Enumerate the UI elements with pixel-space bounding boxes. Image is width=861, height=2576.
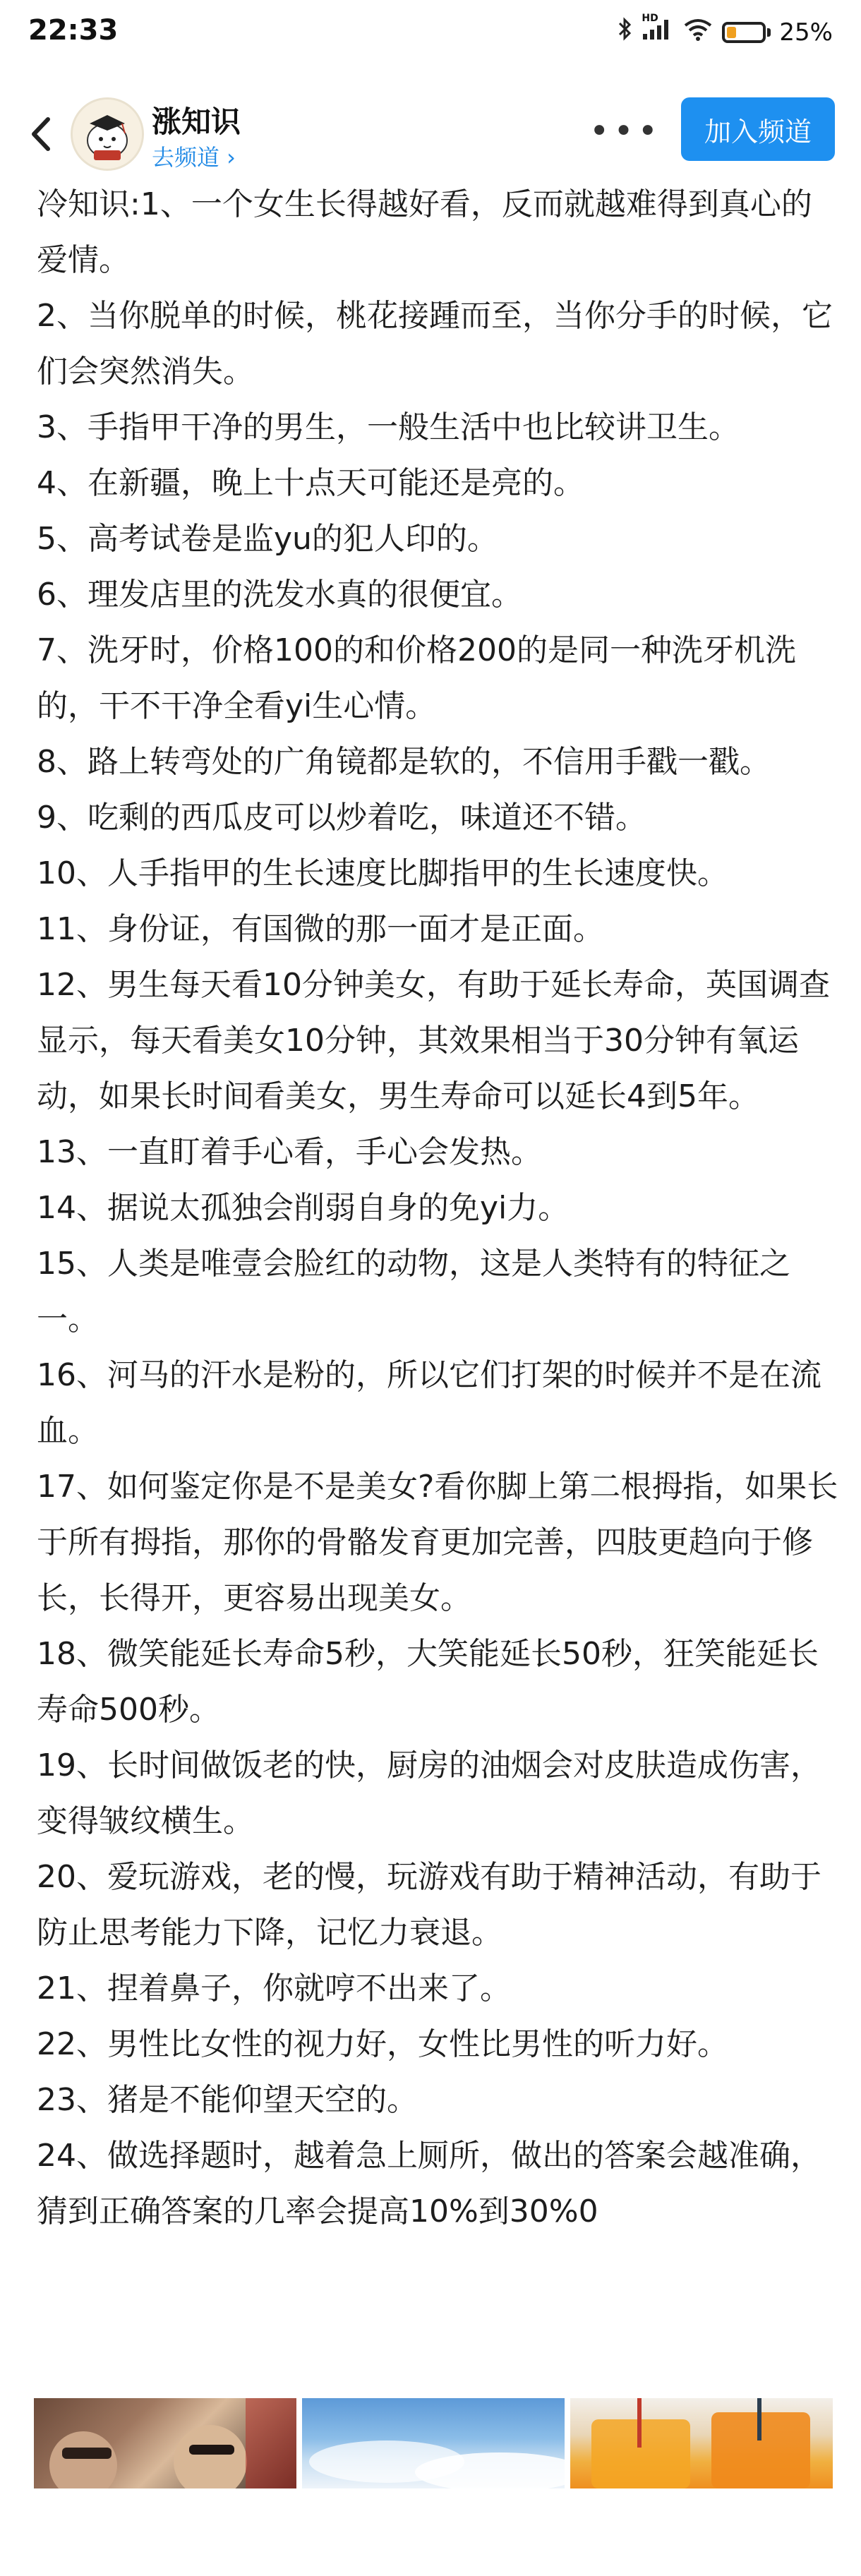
post-paragraph: 19、长时间做饭老的快，厨房的油烟会对皮肤造成伤害，变得皱纹横生。 bbox=[37, 1747, 821, 1839]
post-paragraph: 9、吃剩的西瓜皮可以炒着吃，味道还不错。 bbox=[37, 800, 646, 836]
post-paragraph: 6、理发店里的洗发水真的很便宜。 bbox=[37, 577, 522, 613]
post-paragraph: 4、在新疆，晚上十点天可能还是亮的。 bbox=[37, 465, 584, 501]
post-paragraph: 17、如何鉴定你是不是美女?看你脚上第二根拇指，如果长于所有拇指，那你的骨骼发育更加完善，四肢更趋向于修长，长得开，更容易出现美女。 bbox=[37, 1469, 838, 1616]
post-paragraph: 8、路上转弯处的广角镜都是软的，不信用手戳一戳。 bbox=[37, 744, 771, 780]
post-paragraph: 7、洗牙时，价格100的和价格200的是同一种洗牙机洗的，干不干净全看yi生心情。 bbox=[37, 632, 796, 724]
post-paragraph: 13、一直盯着手心看，手心会发热。 bbox=[37, 1134, 542, 1170]
battery-fill bbox=[727, 27, 736, 38]
more-options-button[interactable]: ••• bbox=[589, 112, 662, 151]
status-bar bbox=[0, 0, 861, 78]
post-paragraph: 21、捏着鼻子，你就哼不出来了。 bbox=[37, 1970, 511, 2006]
post-paragraph: 23、猪是不能仰望天空的。 bbox=[37, 2082, 418, 2118]
gallery-image-people[interactable] bbox=[34, 2398, 296, 2488]
signal-icon bbox=[642, 13, 674, 47]
gallery-image-sky[interactable] bbox=[302, 2398, 565, 2488]
post-paragraph: 22、男性比女性的视力好，女性比男性的听力好。 bbox=[37, 2026, 728, 2062]
post-paragraph: 20、爱玩游戏，老的慢，玩游戏有助于精神活动，有助于防止思考能力下降，记忆力衰退。 bbox=[37, 1859, 821, 1951]
post-paragraph: 14、据说太孤独会削弱自身的免yi力。 bbox=[37, 1190, 570, 1226]
post-paragraph: 18、微笑能延长寿命5秒，大笑能延长50秒，狂笑能延长寿命500秒。 bbox=[37, 1636, 819, 1728]
post-paragraph: 12、男生每天看10分钟美女，有助于延长寿命，英国调查显示，每天看美女10分钟，其效果相当于30分钟有氧运动，如果长时间看美女，男生寿命可以延长4到5年。 bbox=[37, 967, 830, 1114]
status-icons bbox=[618, 13, 833, 47]
post-paragraph: 冷知识:1、一个女生长得越好看，反而就越难得到真心的爱情。 bbox=[37, 186, 812, 278]
battery-icon bbox=[722, 22, 771, 43]
post-paragraph: 5、高考试卷是监yu的犯人印的。 bbox=[37, 521, 498, 557]
post-paragraph: 10、人手指甲的生长速度比脚指甲的生长速度快。 bbox=[37, 855, 728, 891]
go-to-channel-link[interactable]: 去频道 › bbox=[152, 144, 236, 171]
mascot-avatar-icon bbox=[73, 100, 142, 169]
wifi-icon bbox=[682, 17, 714, 47]
post-paragraph: 3、手指甲干净的男生，一般生活中也比较讲卫生。 bbox=[37, 409, 740, 445]
post-paragraph: 16、河马的汗水是粉的，所以它们打架的时候并不是在流血。 bbox=[37, 1357, 821, 1449]
image-gallery bbox=[34, 2398, 833, 2488]
post-content bbox=[37, 176, 841, 2239]
bluetooth-icon bbox=[618, 17, 633, 47]
back-button[interactable] bbox=[21, 109, 64, 159]
channel-avatar[interactable] bbox=[71, 97, 144, 171]
join-channel-button[interactable]: 加入频道 bbox=[681, 97, 835, 161]
post-paragraph: 11、身份证，有国微的那一面才是正面。 bbox=[37, 911, 604, 947]
channel-name[interactable]: 涨知识 bbox=[152, 104, 241, 139]
post-paragraph: 2、当你脱单的时候，桃花接踵而至，当你分手的时候，它们会突然消失。 bbox=[37, 298, 833, 390]
post-paragraph: 24、做选择题时，越着急上厕所，做出的答案会越准确，猜到正确答案的几率会提高10%到30%0 bbox=[37, 2138, 821, 2229]
network-label: HD bbox=[642, 13, 658, 24]
battery-percent: 25% bbox=[779, 18, 833, 47]
chevron-left-icon bbox=[21, 109, 64, 159]
post-paragraph: 15、人类是唯壹会脸红的动物，这是人类特有的特征之一。 bbox=[37, 1246, 790, 1337]
status-time: 22:33 bbox=[28, 14, 119, 47]
gallery-image-drink[interactable] bbox=[570, 2398, 833, 2488]
